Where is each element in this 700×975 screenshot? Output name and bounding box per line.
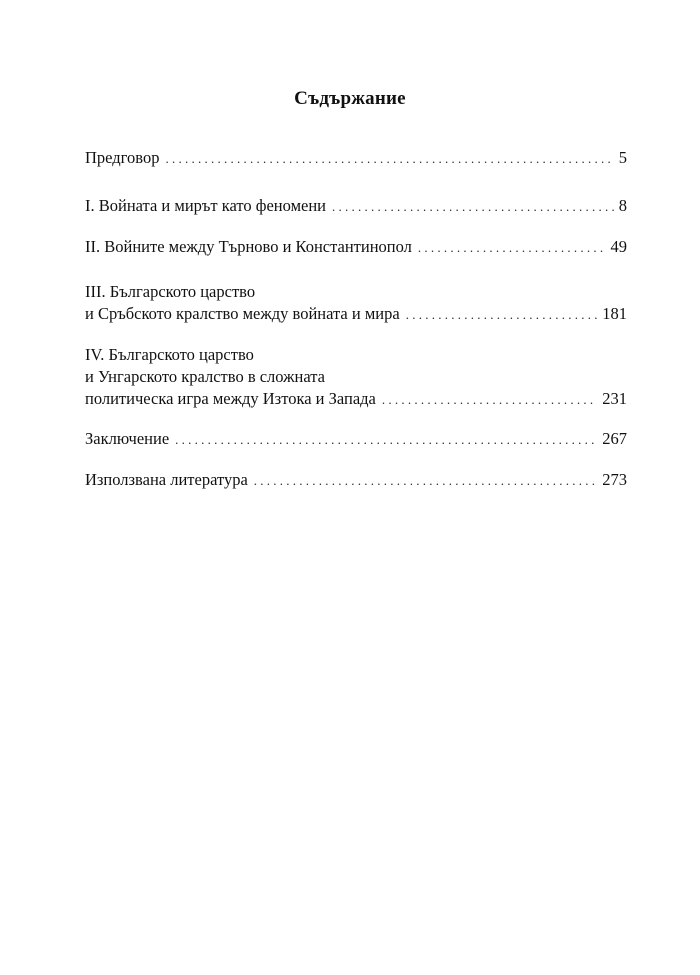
toc-title: Съдържание xyxy=(294,88,406,109)
toc-entry-chapter-2[interactable] xyxy=(85,237,627,258)
toc-entry-preface[interactable] xyxy=(85,148,627,169)
toc-page-number: 5 xyxy=(618,148,627,167)
toc-entry-conclusion[interactable] xyxy=(85,429,627,450)
toc-entry-title-line: IV. Българското царство xyxy=(85,345,254,364)
toc-entry-title: Предговор xyxy=(85,148,160,167)
toc-entry-bibliography[interactable] xyxy=(85,470,627,491)
toc-entry-chapter-4[interactable] xyxy=(85,344,627,411)
toc-entry-title: политическа игра между Изтока и Запада xyxy=(85,389,376,408)
toc-entry-chapter-3[interactable] xyxy=(85,281,627,326)
toc-entry-title: Използвана литература xyxy=(85,470,248,489)
dot-leader xyxy=(175,430,597,450)
toc-entry-title: и Сръбското кралство между войната и мира xyxy=(85,304,400,323)
toc-page-number: 273 xyxy=(602,470,627,489)
dot-leader xyxy=(332,197,614,217)
toc-entry-title: I. Войната и мирът като феномени xyxy=(85,196,326,215)
toc-entry-title: Заключение xyxy=(85,429,170,448)
toc-page-number: 267 xyxy=(602,429,627,448)
toc-entry-title-line: III. Българското царство xyxy=(85,282,256,301)
dot-leader xyxy=(418,238,606,258)
toc-page-number: 8 xyxy=(618,196,627,215)
toc-entry-title: II. Войните между Търново и Константинопол xyxy=(85,237,412,256)
toc-page-number: 181 xyxy=(602,304,627,323)
toc-page-number: 231 xyxy=(602,389,627,408)
dot-leader xyxy=(254,471,597,491)
dot-leader xyxy=(165,149,613,169)
dot-leader xyxy=(382,389,597,411)
toc-entry-chapter-1[interactable] xyxy=(85,196,627,217)
toc-page-number: 49 xyxy=(610,237,627,256)
toc-entry-title-line: и Унгарското кралство в сложната xyxy=(85,367,325,386)
dot-leader xyxy=(406,304,598,326)
